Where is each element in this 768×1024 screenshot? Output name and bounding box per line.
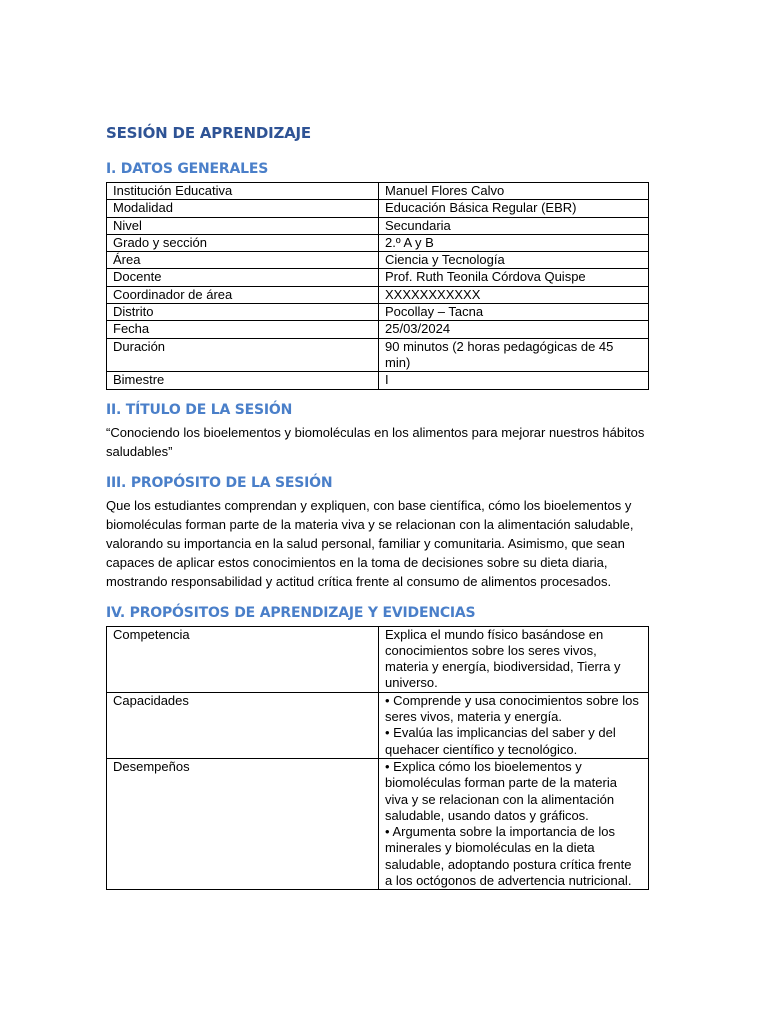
session-title-text: “Conociendo los bioelementos y biomoléculas en los alimentos para mejorar nuestros hábitos saludables”	[106, 424, 645, 459]
general-data-table	[106, 182, 649, 390]
field-label: Modalidad	[107, 200, 379, 217]
document-content	[106, 124, 649, 890]
table-row	[107, 338, 649, 372]
field-value: XXXXXXXXXXX	[379, 286, 649, 303]
field-label: Nivel	[107, 217, 379, 234]
section2-heading: II. TÍTULO DE LA SESIÓN	[106, 401, 293, 418]
document-title: SESIÓN DE APRENDIZAJE	[106, 124, 311, 142]
content-line: • Comprende y usa conocimientos sobre los seres vivos, materia y energía.	[385, 692, 639, 725]
table-row	[107, 217, 649, 234]
row-label: Desempeños	[107, 758, 379, 889]
table-row	[107, 626, 649, 692]
row-content	[379, 692, 649, 758]
content-line: • Explica cómo los bioelementos y biomoléculas forman parte de la materia viva y se relacionan con la alimentación saludable, usando datos y gráficos.	[385, 758, 617, 823]
section3-heading: III. PROPÓSITO DE LA SESIÓN	[106, 474, 333, 491]
field-value: Ciencia y Tecnología	[379, 252, 649, 269]
field-value: 90 minutos (2 horas pedagógicas de 45 min)	[379, 338, 649, 372]
field-label: Área	[107, 252, 379, 269]
field-value: 2.º A y B	[379, 234, 649, 251]
table-row	[107, 286, 649, 303]
row-content	[379, 758, 649, 889]
field-value: Pocollay – Tacna	[379, 304, 649, 321]
table-row	[107, 252, 649, 269]
field-label: Bimestre	[107, 372, 379, 389]
table-row	[107, 372, 649, 389]
row-label: Capacidades	[107, 692, 379, 758]
table-row	[107, 304, 649, 321]
row-label: Competencia	[107, 626, 379, 692]
table-row	[107, 269, 649, 286]
content-line: Explica el mundo físico basándose en conocimientos sobre los seres vivos, materia y energía, biodiversidad, Tierra y universo.	[385, 626, 621, 691]
field-label: Grado y sección	[107, 234, 379, 251]
field-value: 25/03/2024	[379, 321, 649, 338]
field-value: Secundaria	[379, 217, 649, 234]
field-value: Manuel Flores Calvo	[379, 183, 649, 200]
row-content	[379, 626, 649, 692]
table-row	[107, 200, 649, 217]
section4-heading: IV. PROPÓSITOS DE APRENDIZAJE Y EVIDENCIAS	[106, 604, 476, 621]
table-row	[107, 692, 649, 758]
learning-purposes-table	[106, 626, 649, 891]
section1-heading: I. DATOS GENERALES	[106, 161, 269, 177]
field-label: Docente	[107, 269, 379, 286]
field-label: Fecha	[107, 321, 379, 338]
field-label: Distrito	[107, 304, 379, 321]
field-label: Coordinador de área	[107, 286, 379, 303]
table-row	[107, 758, 649, 889]
field-value: Prof. Ruth Teonila Córdova Quispe	[379, 269, 649, 286]
table-row	[107, 234, 649, 251]
field-label: Duración	[107, 338, 379, 372]
session-purpose-text: Que los estudiantes comprendan y expliquen, con base científica, cómo los bioelementos y biomoléculas forman parte de la materia viva y se relacionan con la alimentación saludable, valorando su importancia en la salud personal, familiar y comunitaria. Asimismo, que sean capaces de aplicar estos conocimientos en la toma de decisiones sobre su dieta diaria, mostrando responsabilidad y actitud crítica frente al consumo de alimentos procesados.	[106, 497, 634, 589]
table-row	[107, 321, 649, 338]
table-row	[107, 183, 649, 200]
field-value: Educación Básica Regular (EBR)	[379, 200, 649, 217]
field-value: I	[379, 372, 649, 389]
content-line: • Argumenta sobre la importancia de los minerales y biomoléculas en la dieta saludable, adoptando postura crítica frente a los octógonos de advertencia nutricional.	[385, 824, 632, 889]
content-line: • Evalúa las implicancias del saber y del quehacer científico y tecnológico.	[385, 725, 616, 757]
field-label: Institución Educativa	[107, 183, 379, 200]
